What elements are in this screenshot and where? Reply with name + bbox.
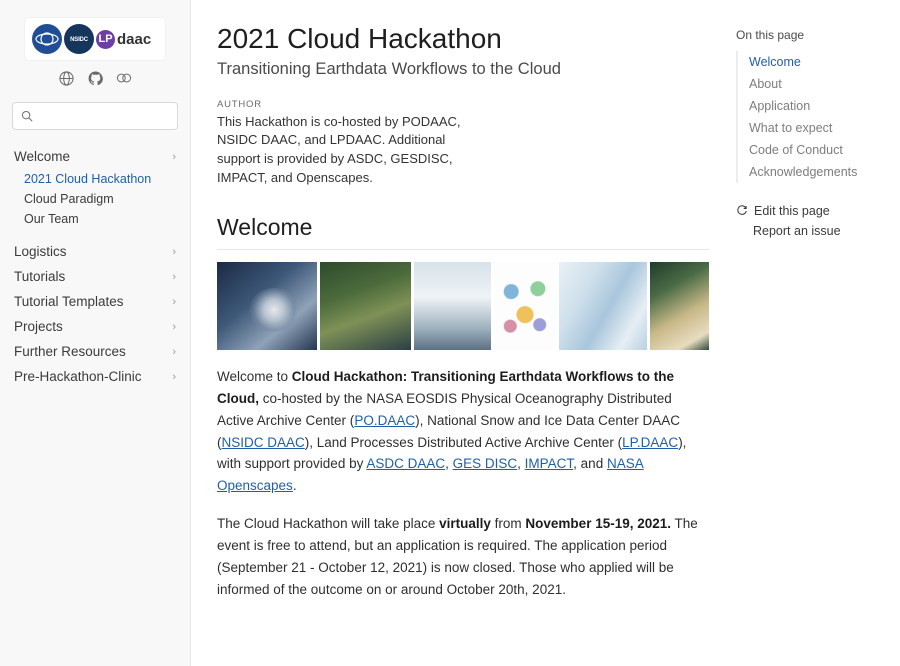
text-fragment: , [445,456,453,472]
search-input[interactable] [39,109,169,123]
sidebar-item-label: Tutorials [14,269,66,284]
sidebar-item-label: Further Resources [14,344,126,359]
toc-item-about[interactable]: About [749,77,782,91]
chevron-right-icon: › [172,295,176,308]
sidebar-item-pre-hackathon-clinic[interactable] [0,364,190,389]
globe-icon[interactable] [58,70,74,86]
sidebar-item-label: Pre-Hackathon-Clinic [14,369,142,384]
sidebar-subitem-label: 2021 Cloud Hackathon [24,172,152,186]
toc-item-what-to-expect[interactable]: What to expect [749,121,833,135]
toc-item-acknowledgements[interactable]: Acknowledgements [749,165,858,179]
link-nasa-openscapes[interactable]: NASA Openscapes [217,456,644,494]
sidebar-item-cloud-paradigm[interactable] [0,189,190,209]
toc-item-application[interactable]: Application [749,99,811,113]
nsidc-logo [64,24,94,54]
terrain-satellite-image [650,262,709,350]
paragraph-event-details [217,513,709,600]
sidebar [0,0,191,666]
toc-item-welcome[interactable]: Welcome [749,55,801,69]
author-label: AUTHOR [217,98,262,110]
text-fragment: from [490,516,526,532]
text-bold: November 15-19, 2021. [525,516,672,532]
chevron-right-icon: › [172,320,176,333]
toc-actions [736,201,886,241]
text-fragment: , [517,456,525,472]
page-subtitle: Transitioning Earthdata Workflows to the Cloud [217,59,561,78]
podaac-logo [32,24,62,54]
toc-title: On this page [736,28,805,42]
sidebar-item-2021-cloud-hackathon[interactable] [0,169,190,189]
toc-item-code-of-conduct[interactable]: Code of Conduct [749,143,843,157]
text-fragment: co-hosted by the NASA EOSDIS Physical Oceanography Distributed Active Archive Center ( [217,390,672,428]
chevron-right-icon: › [172,245,176,258]
edit-this-page-label: Edit this page [754,204,830,218]
search-icon [21,110,33,122]
text-bold: Cloud Hackathon: Transitioning Earthdata Workflows to the Cloud, [217,368,675,406]
article [217,22,709,601]
report-an-issue-label: Report an issue [753,224,841,238]
author-text: This Hackathon is co-hosted by PODAAC, NSIDC DAAC, and LPDAAC. Additional support is provided by ASDC, GESDISC, IMPACT, and Openscapes. [217,113,461,186]
sidebar-item-label: Logistics [14,244,67,259]
github-icon[interactable] [87,70,103,86]
section-heading-welcome: Welcome [217,214,709,250]
sidebar-item-label: Welcome [14,149,71,164]
edit-this-page-button[interactable] [736,201,886,221]
sidebar-item-label: Tutorial Templates [14,294,124,309]
coastline-satellite-image [320,262,411,350]
binder-icon[interactable] [116,70,132,86]
link-asdc-daac[interactable]: ASDC DAAC [366,456,446,472]
sidebar-item-tutorial-templates[interactable] [0,289,190,314]
chevron-right-icon: › [172,370,176,383]
link-ges-disc[interactable]: GES DISC [452,456,518,472]
link-impact[interactable]: IMPACT [524,456,574,472]
text-fragment: , and [573,456,607,472]
text-fragment: . [292,478,297,494]
text-fragment: Welcome to [217,368,292,384]
sidebar-nav [0,144,190,389]
sidebar-subitem-label: Cloud Paradigm [24,192,114,206]
report-an-issue-button[interactable] [736,221,886,241]
sidebar-item-welcome[interactable] [0,144,190,169]
link-lpdaac[interactable]: LP.DAAC [622,434,679,450]
social-links [0,70,190,86]
edit-pencil-icon [736,205,748,217]
text-bold: virtually [439,516,491,532]
logo-group[interactable] [25,18,165,60]
sidebar-item-tutorials[interactable] [0,264,190,289]
paragraph-welcome [217,366,709,497]
search-box[interactable] [12,102,178,130]
toc-list [736,51,886,183]
sidebar-item-further-resources[interactable] [0,339,190,364]
link-nsidc-daac[interactable]: NSIDC DAAC [221,434,305,450]
sidebar-item-our-team[interactable] [0,209,190,229]
text-fragment: The event is free to attend, but an application is required. The application period (September 21 - October 12, 2021) is now closed. Those who applied will be informed of the outcome on or around October 20th, 2021. [217,516,698,597]
svg-text:NSIDC: NSIDC [70,37,88,43]
text-fragment: ), National Snow and Ice Data Center DAAC ( [217,412,680,450]
main-content [191,0,722,666]
nav-spacer [0,229,190,239]
sidebar-subitem-label: Our Team [24,212,79,226]
sidebar-item-label: Projects [14,319,63,334]
sidebar-item-projects[interactable] [0,314,190,339]
chevron-right-icon: › [172,345,176,358]
hurricane-satellite-image [217,262,317,350]
table-of-contents [722,0,900,666]
text-fragment: ), Land Processes Distributed Active Archive Center ( [304,434,623,450]
ice-sheet-satellite-image [559,262,647,350]
text-fragment: ), with support provided by [217,434,687,472]
text-fragment: The Cloud Hackathon will take place [217,516,440,532]
lpdaac-logo: LP daac [96,24,158,54]
data-diagram-image [494,262,556,350]
chevron-right-icon: › [172,270,176,283]
cloud-satellite-image [414,262,491,350]
chevron-right-icon: › [172,150,176,163]
page-title: 2021 Cloud Hackathon [217,23,502,54]
link-podaac[interactable]: PO.DAAC [354,412,416,428]
sidebar-item-logistics[interactable] [0,239,190,264]
banner-image-strip [217,262,709,350]
